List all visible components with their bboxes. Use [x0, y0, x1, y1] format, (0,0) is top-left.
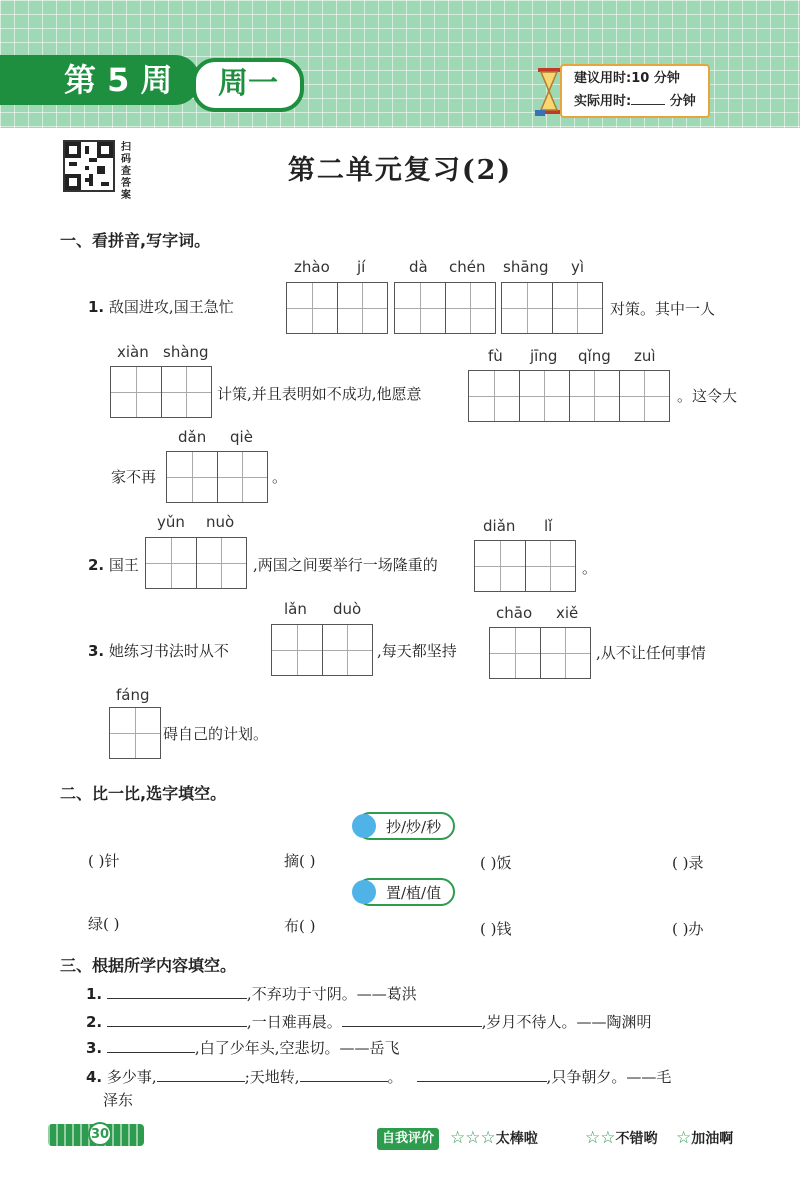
pinyin: jīng: [530, 347, 558, 365]
section-3-heading: 三、根据所学内容填空。: [60, 956, 237, 975]
answer-blank[interactable]: [107, 984, 247, 999]
question-3-text: ,从不让任何事情: [596, 644, 706, 662]
question-1-text: 。这令大: [677, 387, 738, 405]
pinyin: chāo: [496, 604, 533, 622]
tianzige-boxes[interactable]: [166, 451, 268, 503]
page-title: 第二单元复习(2): [287, 155, 513, 186]
tianzige-boxes[interactable]: [271, 624, 373, 676]
tianzige-boxes[interactable]: [110, 366, 212, 418]
section-1-heading: 一、看拼音,写字词。: [60, 231, 211, 250]
pinyin: fù: [488, 347, 503, 365]
question-3-text: ,每天都坚持: [377, 642, 457, 660]
fill-line-2: 2. ,一日难再晨。 ,岁月不待人。——陶渊明: [86, 1013, 652, 1031]
star-icon: ☆☆☆: [450, 1128, 496, 1148]
rating-try[interactable]: ☆加油啊: [676, 1128, 734, 1148]
fill-item[interactable]: 摘( ): [284, 852, 316, 870]
week-label: 第 5 周: [0, 55, 200, 105]
pinyin: fáng: [116, 686, 150, 704]
tianzige-boxes[interactable]: [474, 540, 576, 592]
tianzige-boxes[interactable]: [109, 707, 161, 759]
question-1-text: 家不再: [111, 468, 157, 486]
pinyin: qiè: [230, 428, 253, 446]
fill-item[interactable]: 绿( ): [88, 915, 120, 933]
pinyin: shàng: [163, 343, 209, 361]
section-2-heading: 二、比一比,选字填空。: [60, 784, 227, 803]
question-1-text: 对策。其中一人: [610, 300, 716, 318]
fill-line-3: 3. ,白了少年头,空悲切。——岳飞: [86, 1039, 400, 1057]
answer-blank[interactable]: [107, 1038, 195, 1053]
fill-item[interactable]: 布( ): [284, 917, 316, 935]
answer-blank[interactable]: [300, 1067, 388, 1082]
question-1-text: 1. 敌国进攻,国王急忙: [88, 298, 234, 316]
fill-item[interactable]: ( )针: [88, 852, 120, 870]
char-group-tag: 置/植/值: [356, 878, 455, 906]
question-3-text: 碍自己的计划。: [163, 725, 269, 743]
pinyin: duò: [333, 600, 362, 618]
pinyin: jí: [357, 258, 366, 276]
answer-blank[interactable]: [157, 1067, 245, 1082]
pinyin: xiàn: [117, 343, 149, 361]
fill-item[interactable]: ( )钱: [480, 920, 512, 938]
pinyin: chén: [449, 258, 486, 276]
fill-line-4: 4. 多少事, ;天地转, 。 ,只争朝夕。——毛: [86, 1068, 672, 1086]
pinyin: shāng: [503, 258, 549, 276]
fill-line-1: 1. ,不弃功于寸阴。——葛洪: [86, 985, 417, 1003]
pinyin: xiě: [556, 604, 579, 622]
pinyin: dà: [409, 258, 428, 276]
pinyin: qǐng: [578, 347, 611, 365]
question-2-text: 。: [582, 559, 598, 577]
time-box: [560, 64, 710, 118]
question-2-text: ,两国之间要举行一场隆重的: [253, 556, 438, 574]
actual-time-blank[interactable]: [631, 90, 665, 105]
rating-good[interactable]: ☆☆不错哟: [585, 1128, 658, 1148]
tianzige-boxes[interactable]: [145, 537, 247, 589]
actual-time: 实际用时: 分钟: [574, 90, 708, 113]
qr-label: 扫码查答案: [121, 142, 131, 201]
rating-great[interactable]: ☆☆☆太棒啦: [450, 1128, 538, 1148]
answer-blank[interactable]: [417, 1067, 547, 1082]
star-icon: ☆: [676, 1128, 692, 1148]
star-icon: ☆☆: [585, 1128, 616, 1148]
bird-icon: [352, 880, 376, 904]
question-2-text: 2. 国王: [88, 556, 139, 574]
pinyin: nuò: [206, 513, 235, 531]
pinyin: lǎn: [284, 600, 307, 618]
answer-blank[interactable]: [107, 1012, 247, 1027]
pinyin: yì: [571, 258, 585, 276]
suggested-time: 建议用时:10 分钟: [574, 71, 680, 86]
pinyin: zuì: [634, 347, 656, 365]
fill-item[interactable]: ( )录: [672, 854, 704, 872]
fill-item[interactable]: ( )饭: [480, 854, 512, 872]
answer-blank[interactable]: [342, 1012, 482, 1027]
question-3-text: 3. 她练习书法时从不: [88, 642, 229, 660]
tianzige-boxes[interactable]: [489, 627, 591, 679]
question-1-text: 计策,并且表明如不成功,他愿意: [217, 385, 422, 403]
pinyin: dǎn: [178, 428, 207, 446]
self-eval-label: 自我评价: [377, 1128, 439, 1150]
page-number: 30: [88, 1122, 112, 1146]
tianzige-boxes[interactable]: [286, 282, 388, 334]
bird-icon: [352, 814, 376, 838]
pinyin: lǐ: [544, 517, 553, 535]
char-group-tag: 抄/炒/秒: [356, 812, 455, 840]
fill-line-4-cont: 泽东: [103, 1091, 134, 1109]
pinyin: zhào: [294, 258, 330, 276]
pinyin: diǎn: [483, 517, 516, 535]
pinyin: yǔn: [157, 513, 185, 531]
fill-item[interactable]: ( )办: [672, 920, 704, 938]
tianzige-boxes[interactable]: [468, 370, 670, 422]
question-1-text: 。: [272, 468, 288, 486]
day-label: 周一: [192, 58, 304, 112]
tianzige-boxes[interactable]: [394, 282, 496, 334]
tianzige-boxes[interactable]: [501, 282, 603, 334]
hourglass-icon: [535, 66, 563, 116]
